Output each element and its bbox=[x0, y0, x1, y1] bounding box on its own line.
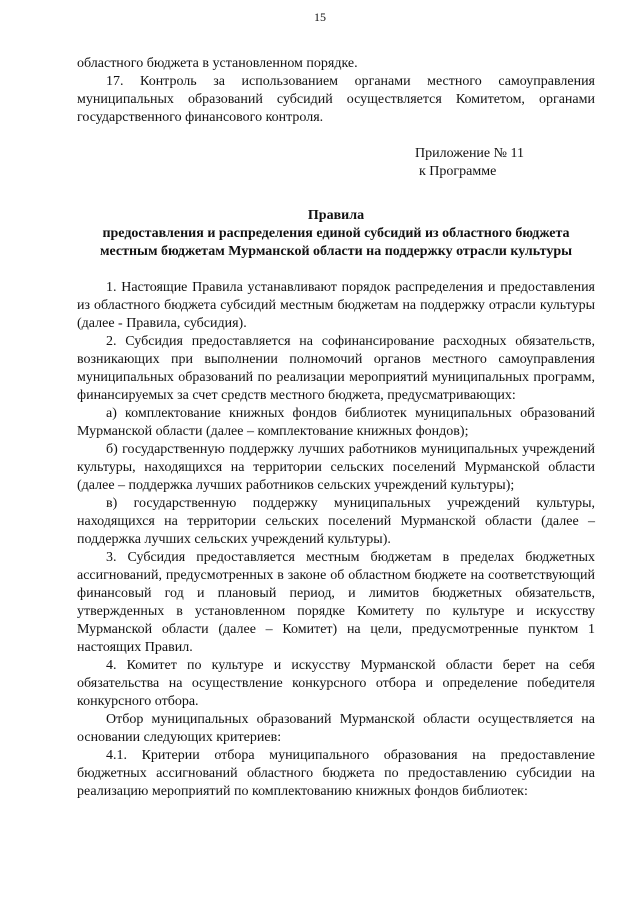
intro-paragraph-2: 17. Контроль за использованием органами местного самоуправления муниципальных образований субсидий осуществляется Комитетом, органами государственного финансового контроля. bbox=[77, 74, 595, 125]
rules-body bbox=[77, 279, 595, 801]
rules-paragraph-1: 1. Настоящие Правила устанавливают порядок распределения и предоставления из областного бюджета субсидий местным бюджетам на поддержку отрасли культуры (далее - Правила, субсидия). bbox=[77, 280, 595, 331]
rules-paragraph-4: 4. Комитет по культуре и искусству Мурманской области берет на себя обязательства на осуществление конкурсного отбора и определение победителя конкурсного отбора. bbox=[77, 658, 595, 709]
rules-paragraph-b: б) государственную поддержку лучших работников муниципальных учреждений культуры, находящихся на территории сельских поселений Мурманской области (далее – поддержка лучших работников сельских учреждений культуры); bbox=[77, 442, 595, 493]
appendix-line-2: к Программе bbox=[419, 164, 497, 179]
page-number: 15 bbox=[314, 10, 326, 24]
rules-paragraph-2: 2. Субсидия предоставляется на софинансирование расходных обязательств, возникающих при выполнении полномочий органов местного самоуправления муниципальных образований по реализации мероприятий муниципальных программ, финансируемых за счет средств местного бюджета, предусматривающих: bbox=[77, 334, 595, 403]
document-content bbox=[77, 55, 595, 801]
rules-title: Правила bbox=[307, 208, 365, 223]
rules-paragraph-selection: Отбор муниципальных образований Мурманской области осуществляется на основании следующих критериев: bbox=[77, 712, 595, 745]
rules-subtitle: предоставления и распределения единой субсидий из областного бюджета местным бюджетам Мурманской области на поддержку отрасли культуры bbox=[99, 226, 573, 259]
appendix-note bbox=[415, 145, 595, 181]
appendix-line-1: Приложение № 11 bbox=[415, 146, 524, 161]
rules-paragraph-a: а) комплектование книжных фондов библиотек муниципальных образований Мурманской области (далее – комплектование книжных фондов); bbox=[77, 406, 595, 439]
rules-paragraph-3: 3. Субсидия предоставляется местным бюджетам в пределах бюджетных ассигнований, предусмотренных в законе об областном бюджете на соответствующий финансовый год и плановый период, и лимитов бюджетных обязательств, утвержденных в установленном порядке Комитету по культуре и искусству Мурманской области (далее – Комитет) на цели, предусмотренные пунктом 1 настоящих Правил. bbox=[77, 550, 595, 655]
rules-paragraph-v: в) государственную поддержку муниципальных учреждений культуры, находящихся на территории сельских поселений Мурманской области (далее – поддержка лучших сельских учреждений культуры). bbox=[77, 496, 595, 547]
intro-paragraph-1: областного бюджета в установленном порядке. bbox=[77, 56, 358, 71]
rules-paragraph-4-1: 4.1. Критерии отбора муниципального образования на предоставление бюджетных ассигнований областного бюджета по предоставлению субсидии на реализацию мероприятий по комплектованию книжных фондов библиотек: bbox=[77, 748, 595, 799]
